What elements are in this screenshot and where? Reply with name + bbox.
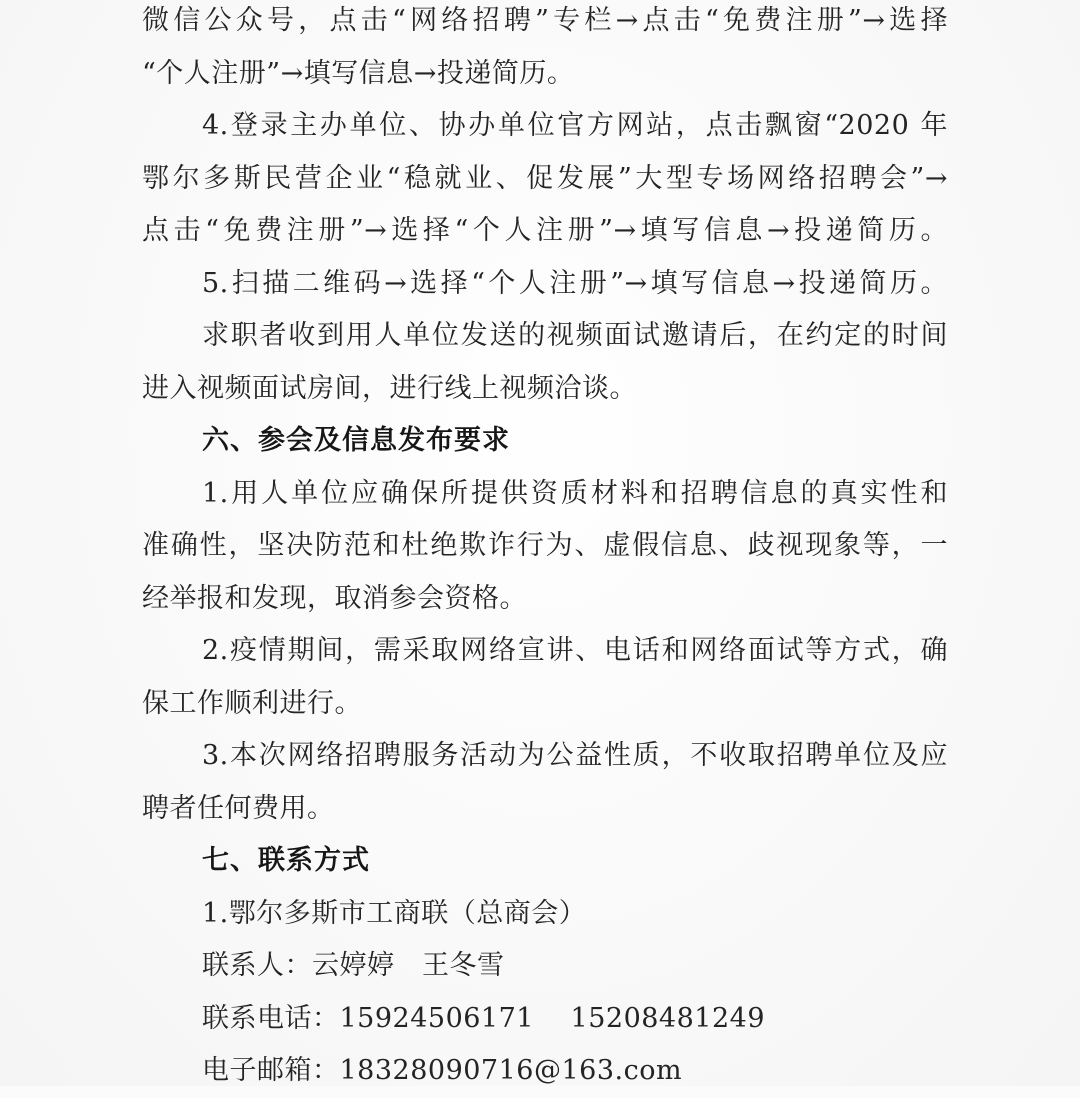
document-line-item-2: 2.疫情期间，需采取网络宣讲、电话和网络面试等方式，确 — [202, 635, 948, 666]
section-heading-7: 七、联系方式 — [202, 845, 370, 876]
document-line: 进入视频面试房间，进行线上视频洽谈。 — [142, 372, 637, 404]
document-line: 准确性，坚决防范和杜绝欺诈行为、虚假信息、歧视现象等，一 — [142, 530, 948, 561]
document-line-item-3: 3.本次网络招聘服务活动为公益性质，不收取招聘单位及应 — [202, 740, 948, 771]
document-line: 鄂尔多斯民营企业“稳就业、促发展”大型专场网络招聘会”→ — [142, 162, 948, 194]
contact-person-line: 联系人：云婷婷 王冬雪 — [202, 950, 505, 981]
document-line-item-1: 1.用人单位应确保所提供资质材料和招聘信息的真实性和 — [202, 477, 948, 509]
document-line: 聘者任何费用。 — [142, 792, 335, 824]
document-line: 保工作顺利进行。 — [142, 687, 362, 719]
contact-organization-line: 1.鄂尔多斯市工商联（总商会） — [202, 897, 587, 929]
document-line-item-4: 4.登录主办单位、协办单位官方网站，点击飘窗“2020 年 — [202, 110, 948, 141]
document-line: “个人注册”→填写信息→投递简历。 — [142, 57, 575, 89]
document-line: 点击“免费注册”→选择“个人注册”→填写信息→投递简历。 — [142, 215, 948, 246]
contact-phone-line: 联系电话：15924506171 15208481249 — [202, 1002, 766, 1034]
document-line-item-5: 5.扫描二维码→选择“个人注册”→填写信息→投递简历。 — [202, 267, 948, 299]
contact-email-line: 电子邮箱：18328090716@163.com — [202, 1055, 683, 1086]
document-line: 求职者收到用人单位发送的视频面试邀请后，在约定的时间 — [202, 320, 948, 351]
document-line: 微信公众号，点击“网络招聘”专栏→点击“免费注册”→选择 — [142, 5, 948, 36]
section-heading-6: 六、参会及信息发布要求 — [202, 425, 510, 456]
document-line: 经举报和发现，取消参会资格。 — [142, 582, 527, 614]
